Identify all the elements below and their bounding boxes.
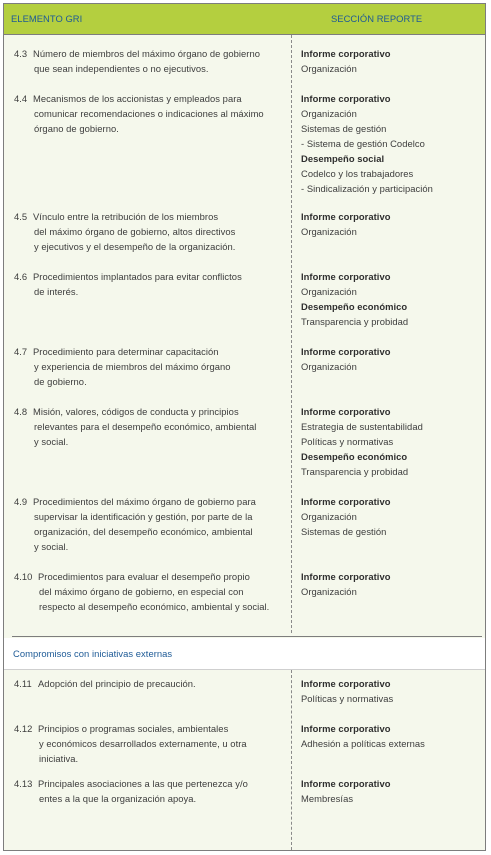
gri-number: 4.12 bbox=[14, 723, 33, 734]
section-heading: Informe corporativo bbox=[301, 48, 391, 59]
gri-description-line: Vínculo entre la retribución de los miembros bbox=[33, 211, 219, 222]
section-heading: Desempeño social bbox=[301, 153, 385, 164]
gri-element bbox=[14, 404, 290, 449]
report-section bbox=[301, 569, 481, 599]
gri-element bbox=[14, 721, 290, 766]
section-item: Membresías bbox=[301, 793, 354, 804]
gri-description-line: entes a la que la organización apoya. bbox=[39, 793, 197, 804]
gri-description-line: que sean independientes o no ejecutivos. bbox=[34, 63, 209, 74]
section-heading: Informe corporativo bbox=[301, 93, 391, 104]
section-item: - Sistema de gestión Codelco bbox=[301, 138, 425, 149]
gri-number: 4.8 bbox=[14, 406, 28, 417]
gri-table bbox=[3, 3, 486, 851]
subheading-external-commitments bbox=[4, 638, 485, 670]
gri-description-line: iniciativa. bbox=[39, 753, 79, 764]
section-item: - Sindicalización y participación bbox=[301, 183, 433, 194]
gri-description-line: Procedimientos del máximo órgano de gobierno para bbox=[33, 496, 256, 507]
section-item: Organización bbox=[301, 226, 357, 237]
gri-description-line: órgano de gobierno. bbox=[34, 123, 119, 134]
column-divider-bottom bbox=[291, 670, 292, 850]
gri-description-line: de gobierno. bbox=[34, 376, 87, 387]
gri-description-line: de interés. bbox=[34, 286, 79, 297]
section-heading: Informe corporativo bbox=[301, 723, 391, 734]
section-item: Sistemas de gestión bbox=[301, 526, 387, 537]
gri-description-line: del máximo órgano de gobierno, en especial con bbox=[39, 586, 244, 597]
report-section bbox=[301, 91, 481, 196]
subheading-label: Compromisos con iniciativas externas bbox=[13, 648, 173, 659]
section-item: Organización bbox=[301, 286, 357, 297]
section-heading: Desempeño económico bbox=[301, 451, 408, 462]
section-heading: Informe corporativo bbox=[301, 678, 391, 689]
section-heading: Informe corporativo bbox=[301, 211, 391, 222]
gri-description-line: y ejecutivos y el desempeño de la organización. bbox=[34, 241, 236, 252]
section-item: Transparencia y probidad bbox=[301, 466, 409, 477]
section-item: Adhesión a políticas externas bbox=[301, 738, 425, 749]
section-heading: Informe corporativo bbox=[301, 271, 391, 282]
gri-element bbox=[14, 46, 290, 76]
section-heading: Informe corporativo bbox=[301, 496, 391, 507]
gri-number: 4.13 bbox=[14, 778, 33, 789]
gri-description-line: supervisar la identificación y gestión, por parte de la bbox=[34, 511, 253, 522]
section-heading: Desempeño económico bbox=[301, 301, 408, 312]
section-item: Codelco y los trabajadores bbox=[301, 168, 414, 179]
gri-number: 4.9 bbox=[14, 496, 28, 507]
gri-element bbox=[14, 494, 290, 554]
gri-element bbox=[14, 776, 290, 806]
gri-description-line: Principios o programas sociales, ambientales bbox=[38, 723, 229, 734]
gri-description-line: Procedimientos implantados para evitar conflictos bbox=[33, 271, 242, 282]
report-section bbox=[301, 269, 481, 329]
report-section bbox=[301, 494, 481, 539]
section-divider bbox=[12, 636, 482, 637]
table-header bbox=[4, 4, 485, 35]
gri-description-line: Número de miembros del máximo órgano de gobierno bbox=[33, 48, 260, 59]
report-section bbox=[301, 46, 481, 76]
gri-number: 4.6 bbox=[14, 271, 28, 282]
gri-element bbox=[14, 209, 290, 254]
header-right-label: SECCIÓN REPORTE bbox=[331, 13, 423, 24]
report-section bbox=[301, 776, 481, 806]
gri-element bbox=[14, 91, 290, 136]
column-divider-top bbox=[291, 35, 292, 633]
gri-description-line: organización, del desempeño económico, ambiental bbox=[34, 526, 253, 537]
header-left-label: ELEMENTO GRI bbox=[11, 13, 83, 24]
gri-description-line: relevantes para el desempeño económico, ambiental bbox=[34, 421, 257, 432]
section-item: Transparencia y probidad bbox=[301, 316, 409, 327]
report-section bbox=[301, 209, 481, 239]
report-section bbox=[301, 404, 481, 479]
gri-description-line: Principales asociaciones a las que pertenezca y/o bbox=[38, 778, 248, 789]
gri-description-line: y experiencia de miembros del máximo órgano bbox=[34, 361, 231, 372]
gri-number: 4.5 bbox=[14, 211, 28, 222]
gri-description-line: del máximo órgano de gobierno, altos directivos bbox=[34, 226, 236, 237]
section-item: Políticas y normativas bbox=[301, 436, 394, 447]
gri-description-line: comunicar recomendaciones o indicaciones al máximo bbox=[34, 108, 264, 119]
section-item: Organización bbox=[301, 361, 357, 372]
gri-number: 4.10 bbox=[14, 571, 33, 582]
section-heading: Informe corporativo bbox=[301, 346, 391, 357]
gri-number: 4.4 bbox=[14, 93, 28, 104]
section-item: Organización bbox=[301, 108, 357, 119]
gri-number: 4.3 bbox=[14, 48, 28, 59]
gri-element bbox=[14, 676, 290, 691]
report-section bbox=[301, 721, 481, 751]
gri-description-line: y económicos desarrollados externamente, u otra bbox=[39, 738, 247, 749]
section-item: Organización bbox=[301, 63, 357, 74]
gri-element bbox=[14, 344, 290, 389]
section-item: Organización bbox=[301, 511, 357, 522]
gri-description-line: Procedimiento para determinar capacitación bbox=[33, 346, 219, 357]
gri-number: 4.7 bbox=[14, 346, 28, 357]
gri-description-line: Mecanismos de los accionistas y empleados para bbox=[33, 93, 242, 104]
section-heading: Informe corporativo bbox=[301, 571, 391, 582]
section-item: Organización bbox=[301, 586, 357, 597]
gri-description-line: Procedimientos para evaluar el desempeño propio bbox=[38, 571, 250, 582]
gri-description-line: y social. bbox=[34, 436, 69, 447]
gri-element bbox=[14, 569, 290, 614]
gri-description-line: y social. bbox=[34, 541, 69, 552]
section-item: Sistemas de gestión bbox=[301, 123, 387, 134]
section-heading: Informe corporativo bbox=[301, 406, 391, 417]
gri-element bbox=[14, 269, 290, 299]
section-item: Estrategia de sustentabilidad bbox=[301, 421, 423, 432]
gri-number: 4.11 bbox=[14, 678, 32, 689]
gri-description-line: respecto al desempeño económico, ambiental y social. bbox=[39, 601, 270, 612]
report-section bbox=[301, 676, 481, 706]
gri-description-line: Adopción del principio de precaución. bbox=[38, 678, 196, 689]
section-item: Políticas y normativas bbox=[301, 693, 394, 704]
gri-description-line: Misión, valores, códigos de conducta y principios bbox=[33, 406, 239, 417]
section-heading: Informe corporativo bbox=[301, 778, 391, 789]
report-section bbox=[301, 344, 481, 374]
